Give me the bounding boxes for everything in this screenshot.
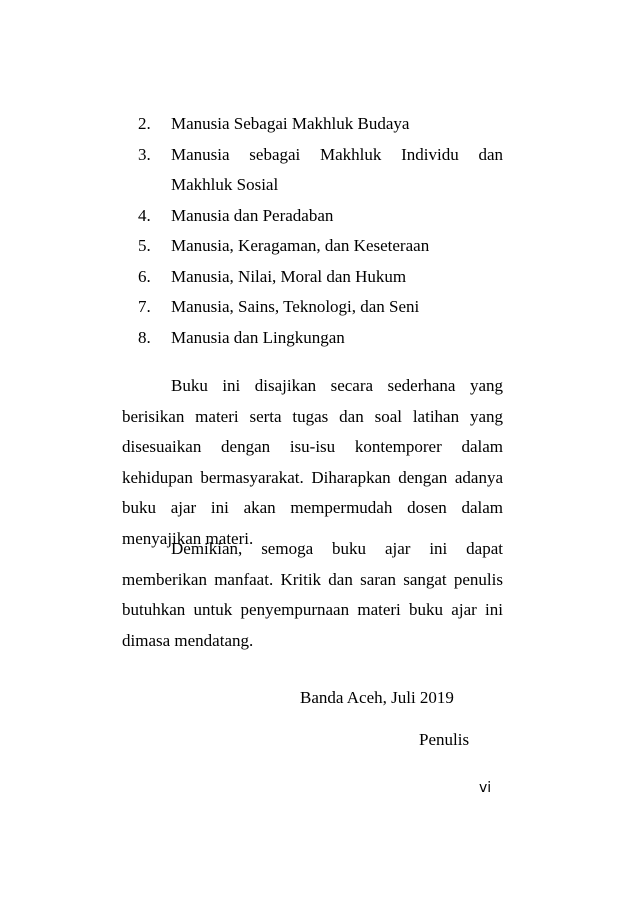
list-text: Manusia, Nilai, Moral dan Hukum <box>171 266 407 286</box>
list-text <box>171 140 503 201</box>
paragraph-closing: Demikian, semoga buku ajar ini dapat memberikan manfaat. Kritik dan saran sangat penulis butuhkan untuk penyempurnaan materi buku ajar ini dimasa mendatang. <box>122 539 503 650</box>
list-item <box>138 140 503 201</box>
chapter-list <box>138 109 503 353</box>
list-item <box>138 292 503 323</box>
list-text: Manusia dan Peradaban <box>171 205 334 225</box>
list-item <box>138 201 503 232</box>
list-text: Manusia dan Lingkungan <box>171 327 345 347</box>
list-text: Manusia Sebagai Makhluk Budaya <box>171 114 410 133</box>
list-text: Manusia, Sains, Teknologi, dan Seni <box>171 297 420 316</box>
list-text-line-1: Manusia sebagai Makhluk Individu dan <box>171 144 503 164</box>
list-number: 2. <box>138 114 151 133</box>
list-number: 4. <box>138 205 151 225</box>
list-number: 7. <box>138 297 151 316</box>
list-item <box>138 262 503 293</box>
list-item <box>138 109 503 140</box>
signature-author: Penulis <box>419 730 470 749</box>
list-number: 3. <box>138 144 151 164</box>
list-text-line-2: Makhluk Sosial <box>171 175 279 194</box>
paragraph-intro: Buku ini disajikan secara sederhana yang berisikan materi serta tugas dan soal latihan yang disesuaikan dengan isu-isu kontemporer dalam kehidupan bermasyarakat. Diharapkan dengan adanya buku ajar ini akan mempermudah dosen dalam menyajikan materi. <box>122 376 503 548</box>
page-number: vi <box>479 780 492 796</box>
list-item <box>138 323 503 354</box>
list-number: 6. <box>138 266 151 286</box>
list-item <box>138 231 503 262</box>
signature-place-date: Banda Aceh, Juli 2019 <box>300 688 454 707</box>
list-number: 5. <box>138 236 151 255</box>
list-text: Manusia, Keragaman, dan Keseteraan <box>171 236 430 255</box>
list-number: 8. <box>138 327 151 347</box>
